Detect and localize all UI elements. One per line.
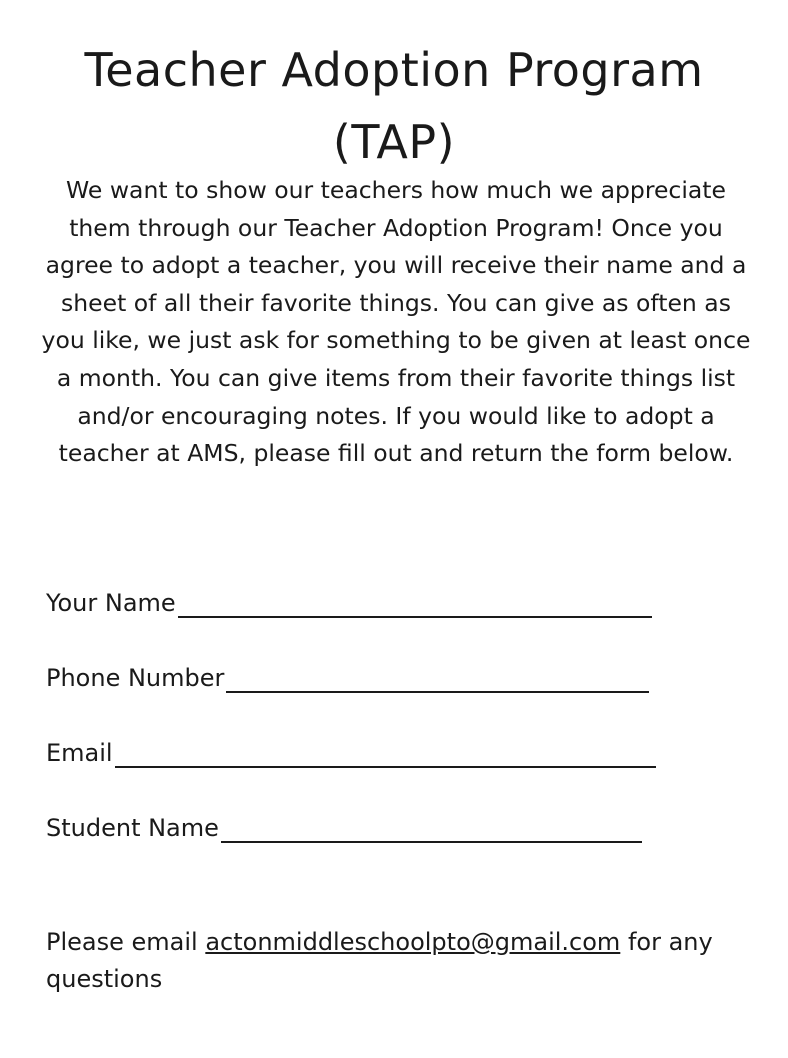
contact-email-link[interactable]: actonmiddleschoolpto@gmail.com xyxy=(205,928,621,956)
contact-suffix: for any questions xyxy=(46,928,713,993)
phone-number-field xyxy=(46,663,649,693)
page-title: Teacher Adoption Program xyxy=(84,43,704,97)
student-name-field xyxy=(46,813,642,843)
phone-number-blank-line[interactable] xyxy=(226,669,649,693)
contact-prefix: Please email xyxy=(46,928,206,956)
email-field xyxy=(46,738,656,768)
page-title-acronym: (TAP) xyxy=(332,115,456,169)
your-name-blank-line[interactable] xyxy=(178,594,652,618)
your-name-label: Your Name xyxy=(46,589,176,617)
email-blank-line[interactable] xyxy=(115,744,656,768)
email-label: Email xyxy=(46,739,113,767)
intro-paragraph: We want to show our teachers how much we appreciate them through our Teacher Adoption Program! Once you agree to adopt a teacher, you will receive their name and a sheet of all their favorite things. You can give as often as you like, we just ask for something to be given at least once a month. You can give items from their favorite things list and/or encouraging notes. If you would like to adopt a teacher at AMS, please fill out and return the form below. xyxy=(41,176,751,468)
contact-note xyxy=(46,924,746,998)
your-name-field xyxy=(46,588,652,618)
student-name-label: Student Name xyxy=(46,814,219,842)
phone-number-label: Phone Number xyxy=(46,664,225,692)
student-name-blank-line[interactable] xyxy=(221,819,642,843)
